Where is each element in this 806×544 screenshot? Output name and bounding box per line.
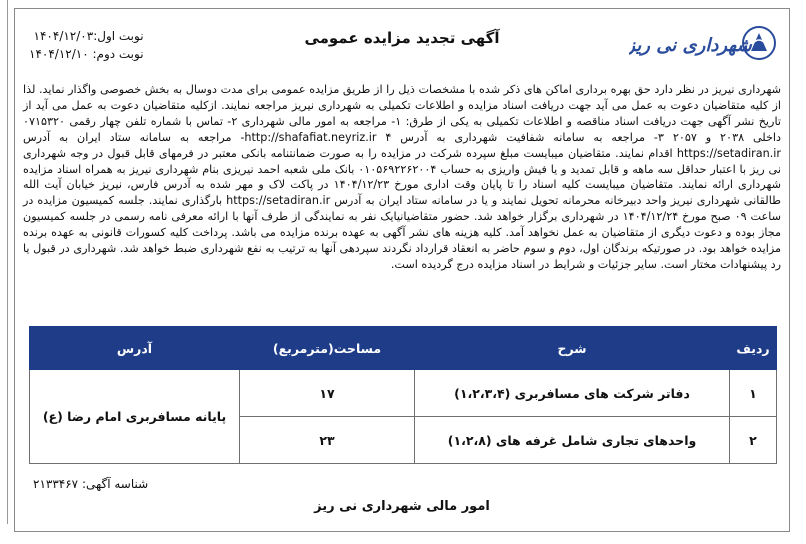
description-cell: واحدهای تجاری شامل غرفه های (۱،۲،۸) xyxy=(415,417,730,464)
row-number-cell: ۱ xyxy=(730,370,777,417)
row-number-cell: ۲ xyxy=(730,417,777,464)
publication-dates xyxy=(29,27,144,63)
table-row xyxy=(30,370,777,417)
area-cell: ۲۳ xyxy=(240,417,415,464)
notice-title: آگهی تجدید مزایده عمومی xyxy=(304,29,500,47)
column-header-row-number: ردیف xyxy=(730,327,777,370)
first-publication-date: نوبت اول:۱۴۰۴/۱۲/۰۳ xyxy=(33,29,144,43)
left-divider-line xyxy=(7,0,8,524)
table-header-row xyxy=(30,327,777,370)
column-header-description: شرح xyxy=(415,327,730,370)
notice-frame xyxy=(14,8,790,532)
address-cell: پایانه مسافربری امام رضا (ع) xyxy=(30,370,240,464)
second-publication-date: نوبت دوم: ۱۴۰۴/۱۲/۱۰ xyxy=(29,47,144,61)
column-header-address: آدرس xyxy=(30,327,240,370)
notice-id: شناسه آگهی: ۲۱۳۳۴۶۷ xyxy=(33,477,149,491)
notice-body-text: شهرداری نیریز در نظر دارد حق بهره برداری اماکن های ذکر شده با مشخصات ذیل را از طریق مزایده عمومی برای مدت دوسال به بخش خصوصی واگذار نماید. لذا از کلیه متقاضیان دعوت به عمل می آید جهت دریافت اسناد مزایده و اطلاعات تکمیلی به شهرداری نیریز مراجعه نمایند. ازکلیه متقاضیان دعوت به عمل می آید از تاریخ نشر آگهی جهت دریافت اسناد مناقصه و اطلاعات تکمیلی به یکی از طرق: ۱- مراجعه به امور مالی شهرداری ۲- تماس با شماره تلفن چهار رقمی ۰۷۱۵۳۲۰ داخلی ۲۰۳۸ و ۲۰۵۷ ۳- مراجعه به سامانه شفافیت شهرداری به آدرس http://shafafiat.neyriz.ir ۴- مراجعه به سامانه ستاد ایران به آدرس https://setadiran.ir اقدام نمایند. متقاضیان میبایست مبلغ سپرده شرکت در مزایده را به صورت ضمانتنامه بانکی معتبر در فرمهای قابل قبول در وجه شهرداری نی ریز با اعتبار حداقل سه ماهه و قابل تمدید و یا فیش واریزی به حساب ۰۱۰۵۶۹۲۲۶۲۰۰۴ بانک ملی شعبه احمد نیریزی بنام شهرداری نیریز به همراه اسناد مزایده شهرداری ارائه نمایند. متقاضیان میبایست کلیه اسناد را تا پایان وقت اداری مورخ ۱۴۰۴/۱۲/۲۳ در پاکت لاک و مهر شده به آدرس فارس، نیریز خیابان آیت الله طالقانی شهرداری نیریز واحد دبیرخانه محرمانه تحویل نمایند و یا در سامانه ستاد ایران به آدرس https://setadiran.ir بارگذاری نمایند. جلسه کمیسیون مزایده در ساعت ۰۹ صبح مورخ ۱۴۰۴/۱۲/۲۴ در شهرداری برگزار خواهد شد. حضور متقاضیانیایک نفر به نمایندگی از طرف آنها با ارائه معرفی نامه رسمی در جلسه کمیسیون مجاز بوده و دعوت دیگری از متقاضیان به عمل نخواهد آمد. کلیه هزینه های نشر آگهی به عهده برنده مزایده می باشد. پرداخت کلیه کسورات قانونی به عهده برنده مزایده خواهد بود. در صورتیکه برندگان اول، دوم و سوم حاضر به انعقاد قرارداد نگردند سپردهی آنها به ترتیب به نفع شهرداری ضبط خواهد شد. شهرداری در قبول یا رد پیشنهادات مختار است. سایر جزئیات و شرایط در اسناد مزایده درج گردیده است. xyxy=(23,83,782,271)
area-cell: ۱۷ xyxy=(240,370,415,417)
svg-text:شهرداری نی ریز: شهرداری نی ریز xyxy=(629,35,752,56)
column-header-area: مساحت(مترمربع) xyxy=(240,327,415,370)
auction-items-table xyxy=(29,326,777,464)
issuer-signature: امور مالی شهرداری نی ریز xyxy=(314,499,490,514)
notice-header xyxy=(15,9,789,83)
description-cell: دفاتر شرکت های مسافربری (۱،۲،۳،۴) xyxy=(415,370,730,417)
